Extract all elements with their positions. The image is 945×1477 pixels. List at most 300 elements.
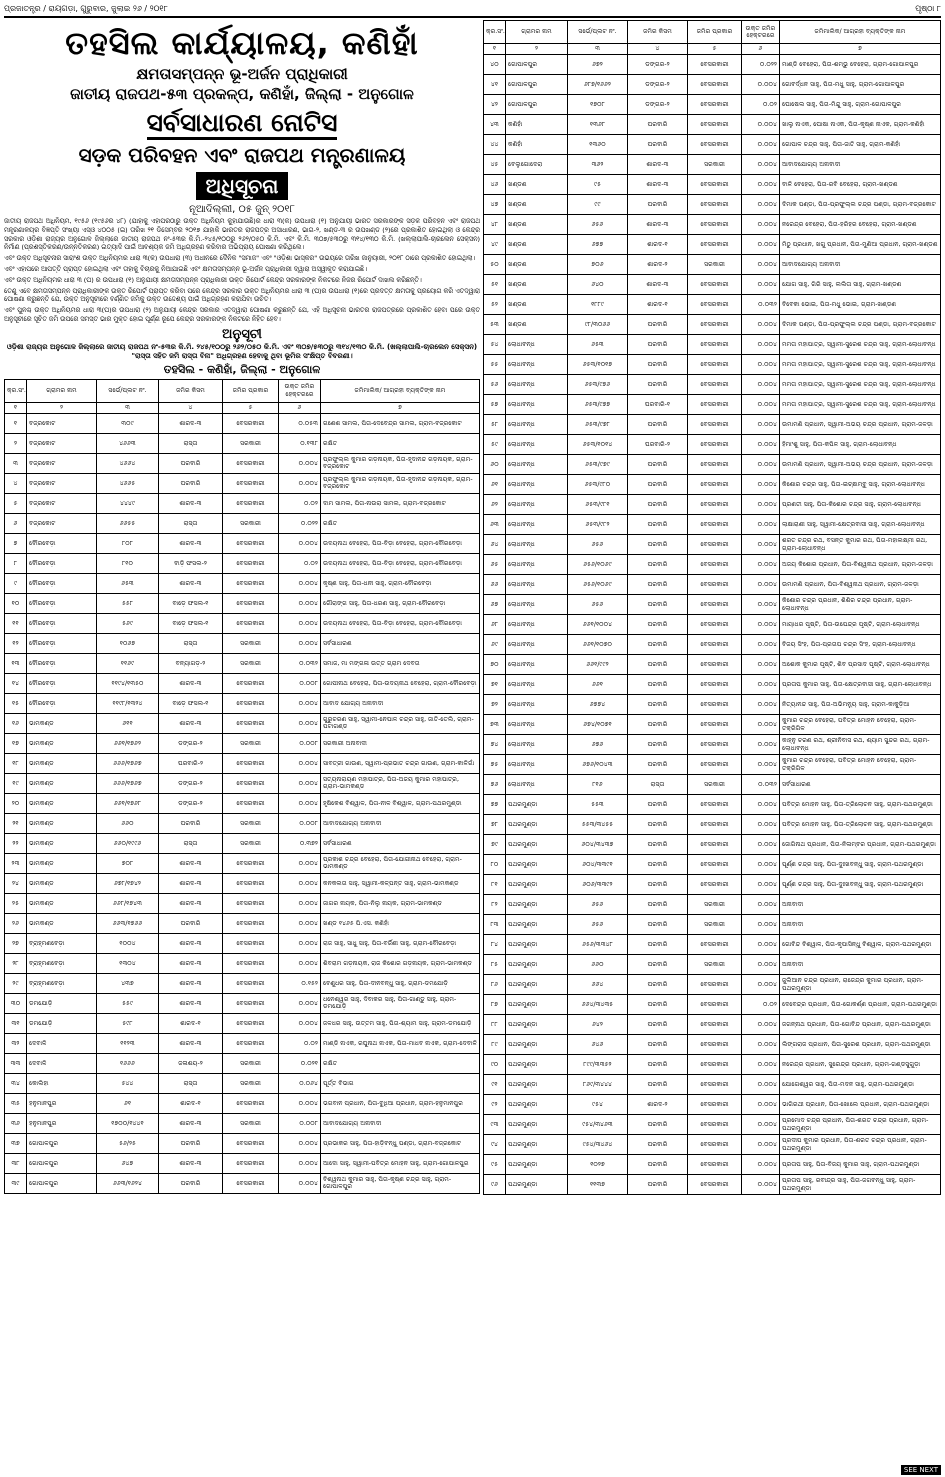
table-row bbox=[484, 455, 941, 475]
table-row bbox=[5, 653, 480, 673]
table-cell: ୪୨ bbox=[484, 95, 506, 115]
table-cell: ବାଡ଼େ ଫସଲ-୧ bbox=[159, 613, 223, 633]
table-cell: ୫୬/୨୫ bbox=[97, 1133, 159, 1153]
table-cell: ବାଳି ବେହେରା, ପିତା-ରବି ବେହେରା, ଗ୍ରାମ-ଖଣ୍ଡଣ bbox=[780, 175, 941, 195]
table-cell: ବେସରକାରୀ bbox=[223, 1033, 279, 1053]
table-cell: ୬୬୪/୩୪୩୫ bbox=[568, 995, 628, 1015]
table-cell: ଶାରଦ-୨ bbox=[628, 1095, 688, 1115]
table-cell: ଶାରଦ-୩ bbox=[159, 993, 223, 1013]
table-cell: ବେସରକାରୀ bbox=[223, 553, 279, 573]
table-cell: ଘରବାରି bbox=[628, 115, 688, 135]
table-cell: ବେସରକାରୀ bbox=[223, 773, 279, 793]
table-row bbox=[484, 595, 941, 615]
table-cell: ସରକାରୀ bbox=[223, 653, 279, 673]
table-cell: ୦.୦୦୪ bbox=[279, 873, 321, 893]
table-cell: ୦.୦୦୪ bbox=[742, 275, 780, 295]
table-cell: ବେସରକାରୀ bbox=[223, 493, 279, 513]
table-cell: ୦.୦୦୪ bbox=[742, 815, 780, 835]
table-cell: ୩୫ bbox=[5, 1093, 27, 1113]
table-cell: ଶାରଦ-୧ bbox=[159, 1013, 223, 1033]
table-cell: ବେସରକାରୀ bbox=[223, 853, 279, 873]
table-cell: ୦.୦୦୪ bbox=[279, 613, 321, 633]
table-cell: ୦.୦୦୪ bbox=[279, 1093, 321, 1113]
table-cell: ୫୧ bbox=[484, 275, 506, 295]
table-row bbox=[484, 775, 941, 795]
table-cell: ୦.୦୦୪ bbox=[742, 455, 780, 475]
table-cell: ୬୫୬ bbox=[568, 215, 628, 235]
table-cell: ବେସରକାରୀ bbox=[688, 995, 742, 1015]
table-cell: ବାଡ଼ି ଫସଲ-୨ bbox=[159, 553, 223, 573]
table-cell: ଡଙ୍ଗର-୨ bbox=[628, 95, 688, 115]
table-cell: ସରକାରୀ bbox=[223, 833, 279, 853]
table-cell: ଗୋପାଳପୁର bbox=[27, 1153, 97, 1173]
table-cell: ଲୋଧାବନ୍ଧ bbox=[506, 495, 568, 515]
table-cell: ଶାରଦ-୧ bbox=[628, 235, 688, 255]
table-cell: ୦.୦୦୪ bbox=[742, 175, 780, 195]
table-cell: ବେସରକାରୀ bbox=[688, 1055, 742, 1075]
table-cell: ଆବାଦଯୋଗ୍ୟ ଅନାବାଦୀ bbox=[780, 255, 941, 275]
table-cell: ବିଶ୍ୱନାଥ କୁମାର ସାହୁ, ପିତା-କୃଷ୍ଣ ଚନ୍ଦ୍ର ସାହୁ, ଗ୍ରାମ-ଗୋପାଳପୁର bbox=[321, 1173, 480, 1193]
table-cell: ହନୁମାନପୁର bbox=[27, 1113, 97, 1133]
table-cell: ଶିବରାମ ଗଡ଼ନାୟକ, ରାଜ କିଶୋର ଗଡ଼ନାୟକ, ଗ୍ରାମ-ଭାମକଣ୍ଡ bbox=[321, 953, 480, 973]
table-cell: ୧୦୬୭ bbox=[97, 633, 159, 653]
table-cell: ୬୫୬ bbox=[568, 595, 628, 615]
table-cell: ୬୬ bbox=[484, 575, 506, 595]
table-cell: ୬ bbox=[5, 513, 27, 533]
table-cell: ୦.୦୦୪ bbox=[742, 135, 780, 155]
table-cell: ଘରବାରି bbox=[628, 195, 688, 215]
table-cell: ବିଜୟ ସିଂହ, ପିତା-ପ୍ରତାପ ଚନ୍ଦ୍ର ସିଂହ, ଗ୍ରାମ-ଲୋଧାବନ୍ଧ bbox=[780, 635, 941, 655]
table-cell: ୭୦୮ bbox=[97, 853, 159, 873]
table-cell: ୬୬୬/୧୭୬୭ bbox=[97, 753, 159, 773]
table-cell: ୭ bbox=[5, 533, 27, 553]
table-row bbox=[5, 553, 480, 573]
table-row bbox=[484, 495, 941, 515]
table-cell: ବେସରକାରୀ bbox=[223, 893, 279, 913]
table-cell: ୬୬୧/୧୦୭୦ bbox=[568, 635, 628, 655]
table-row bbox=[484, 755, 941, 775]
table-cell: ପଥରମୁଣ୍ଡା bbox=[506, 935, 568, 955]
table-cell: ୧୦୦୪ bbox=[97, 933, 159, 953]
table-cell: ୦.୦୦୪ bbox=[279, 1013, 321, 1033]
table-cell: ୬୫୬ bbox=[568, 535, 628, 555]
table-cell: ୬୦୬/୩୩୯୨ bbox=[568, 875, 628, 895]
table-cell: ୯୫୪/୩୪୬୩ bbox=[568, 1115, 628, 1135]
table-cell: ଶାରଦ-୩ bbox=[159, 1153, 223, 1173]
table-cell: ବ୍ରାହ୍ମଣବେଡ଼ା bbox=[27, 973, 97, 993]
table-cell: ଘରବାରି bbox=[628, 1175, 688, 1195]
table-cell: ୬୬୧/୧୭୬୮ bbox=[97, 793, 159, 813]
table-cell: ୦.୦୦୪ bbox=[742, 855, 780, 875]
table-cell: ସର୍ବସାଧାରଣ bbox=[321, 633, 480, 653]
table-cell: ପୂର୍ଣ୍ଣ ଚନ୍ଦ୍ର ସାହୁ, ପିତା-ଦୁଃଖବନ୍ଧୁ ସାହୁ, ଗ୍ରାମ-ପଥରମୁଣ୍ଡା bbox=[780, 875, 941, 895]
table-row bbox=[5, 973, 480, 993]
table-cell: ଘରବାରି bbox=[628, 535, 688, 555]
table-cell: ଶାରଦ-୩ bbox=[159, 933, 223, 953]
table-cell: ଦେବାଳି bbox=[27, 1033, 97, 1053]
table-cell: ୪୬୬୪ bbox=[97, 453, 159, 473]
table-row bbox=[484, 435, 941, 455]
table-cell: ଘରବାରି bbox=[628, 615, 688, 635]
column-header: ସର୍ଭେ/ପ୍ଲଟ ନଂ. bbox=[568, 21, 628, 44]
table-cell: ୬୫୬ bbox=[568, 895, 628, 915]
table-cell: ଘରବାରି bbox=[159, 453, 223, 473]
table-row bbox=[5, 533, 480, 553]
table-cell: ଶାରଦ-୧ bbox=[628, 295, 688, 315]
table-cell: ୦.୦୦୮ bbox=[279, 1113, 321, 1133]
table-cell: ଭାମକଣ୍ଡ bbox=[27, 853, 97, 873]
table-row bbox=[5, 993, 480, 1013]
table-cell: ୪୧ bbox=[484, 75, 506, 95]
table-cell: ଲୋଧାବନ୍ଧ bbox=[506, 715, 568, 735]
table-cell: ବିବେକା ଭୋଇ, ପିତା-ମଧୁ ଭୋଇ, ଗ୍ରାମ-ଖଣ୍ଡଣ bbox=[780, 295, 941, 315]
table-cell: ୬୦ bbox=[484, 455, 506, 475]
table-cell: ଘରବାରି bbox=[628, 455, 688, 475]
table-cell: ୦.୦୦୪ bbox=[279, 573, 321, 593]
table-cell: ୩୦୯ bbox=[97, 413, 159, 433]
table-cell: ବେସରକାରୀ bbox=[688, 835, 742, 855]
table-cell: ବେସରକାରୀ bbox=[223, 753, 279, 773]
table-cell: ସାବତ୍ରୀ ଗାଉଣ, ସ୍ୱାମୀ-ପ୍ରଭାତ ଚନ୍ଦ୍ର ଗାଉଣ, ଗ୍ରାମ-କାଳିଗାଁ bbox=[321, 753, 480, 773]
table-cell: କଣିହାଁ bbox=[506, 135, 568, 155]
schedule-title: ଅନୁସୂଚୀ bbox=[222, 326, 262, 342]
table-cell: ୦.୧୩୮ bbox=[279, 433, 321, 453]
table-cell: ଶାରଦ-୩ bbox=[159, 1033, 223, 1053]
table-cell: ୫୯୮ bbox=[97, 1013, 159, 1033]
table-cell: ଘରବାରି bbox=[628, 515, 688, 535]
table-cell: ୮୦୮ bbox=[97, 533, 159, 553]
table-cell: ୫୫ bbox=[484, 355, 506, 375]
table-cell: ଭାମକଣ୍ଡ bbox=[27, 873, 97, 893]
table-cell: ସରକାରୀ bbox=[223, 433, 279, 453]
column-number: ୪ bbox=[628, 44, 688, 55]
table-cell: ଲୋଧାବନ୍ଧ bbox=[506, 755, 568, 775]
table-row bbox=[484, 135, 941, 155]
table-cell: ଘରବାରି bbox=[628, 1115, 688, 1135]
table-cell: ୯୪ bbox=[484, 1135, 506, 1155]
table-cell: ୦.୦୫୩ bbox=[279, 413, 321, 433]
page-header-bar bbox=[4, 2, 941, 18]
table-cell: ୬୨ bbox=[484, 495, 506, 515]
table-cell: ବେସରକାରୀ bbox=[223, 1133, 279, 1153]
table-cell: ୪୬୬୩ bbox=[97, 433, 159, 453]
table-cell: ବେସରକାରୀ bbox=[688, 235, 742, 255]
table-cell: ଘରବାରି bbox=[628, 895, 688, 915]
table-cell: ୬୭୬/୧୦୪୩ bbox=[568, 755, 628, 775]
table-cell: ସରକାରୀ bbox=[688, 915, 742, 935]
table-cell: ୨୪ bbox=[5, 873, 27, 893]
table-cell: ୯୬ bbox=[484, 1175, 506, 1195]
table-cell: ବେସରକାରୀ bbox=[688, 1075, 742, 1095]
table-cell: ଘରବାରି bbox=[628, 855, 688, 875]
table-cell: ପଥରମୁଣ୍ଡା bbox=[506, 975, 568, 995]
table-cell: ୩୧ bbox=[5, 1013, 27, 1033]
table-row bbox=[5, 853, 480, 873]
table-cell: କିଶୋର ଚନ୍ଦ୍ର ପ୍ରଧାନ, ଶିଶିର ଚନ୍ଦ୍ର ପ୍ରଧାନ, ଗ୍ରାମ-ଲୋଧାବନ୍ଧ bbox=[780, 595, 941, 615]
table-cell: ଘରବାରି bbox=[628, 1035, 688, 1055]
table-row bbox=[5, 1173, 480, 1193]
table-cell: ଗୋପାଳପୁର bbox=[506, 95, 568, 115]
table-row bbox=[484, 535, 941, 555]
table-cell: ୫୫୮ bbox=[97, 593, 159, 613]
table-cell: ୧୮୮୯ bbox=[568, 295, 628, 315]
table-row bbox=[484, 375, 941, 395]
table-row bbox=[484, 95, 941, 115]
table-cell: ଘରବାରି bbox=[628, 415, 688, 435]
table-cell: ୬୬୦/୧୯୯୬ bbox=[97, 833, 159, 853]
table-cell: ୯୦ bbox=[484, 1055, 506, 1075]
table-cell: ୯୩ bbox=[484, 1115, 506, 1135]
table-cell: ୬୫୩/୯୮୦ bbox=[568, 475, 628, 495]
table-cell: ବେସରକାରୀ bbox=[688, 135, 742, 155]
table-cell: ବଜ୍ରକୋଟ bbox=[27, 413, 97, 433]
table-cell: ବେସରକାରୀ bbox=[688, 935, 742, 955]
table-cell: ବେସରକାରୀ bbox=[223, 873, 279, 893]
table-cell: ବଜ୍ରକୋଟ bbox=[27, 433, 97, 453]
table-cell: ବୌରବେଡ଼ା bbox=[27, 613, 97, 633]
table-cell: ୯୮/୩୦୬୬ bbox=[568, 315, 628, 335]
table-cell: ମିଠୁ ପ୍ରଧାନ, ଖଗୁ ପ୍ରଧାନ, ପିତା-ମୁଣିଆ ପ୍ରଧାନ, ଗ୍ରାମ-ଖଣ୍ଡଣ bbox=[780, 235, 941, 255]
table-cell: ଖଣ୍ଡଣ bbox=[506, 255, 568, 275]
table-cell: ଲୋଧାବନ୍ଧ bbox=[506, 415, 568, 435]
table-cell: ପଥରମୁଣ୍ଡା bbox=[506, 1155, 568, 1175]
table-row bbox=[5, 1073, 480, 1093]
table-row bbox=[484, 1175, 941, 1195]
table-cell: ୮୫ bbox=[484, 955, 506, 975]
table-cell: ଆବାଦଯୋଗ୍ୟ ଅନାବାଦୀ bbox=[321, 813, 480, 833]
table-cell: ଖଣ୍ଡଣ bbox=[506, 295, 568, 315]
table-cell: ୩ bbox=[5, 453, 27, 473]
table-cell: ବେସରକାରୀ bbox=[223, 573, 279, 593]
table-cell: ୪୫ bbox=[484, 155, 506, 175]
table-cell: ଲୋଧାବନ୍ଧ bbox=[506, 375, 568, 395]
see-next-tag: SEE NEXT bbox=[901, 1465, 941, 1475]
table-row bbox=[5, 913, 480, 933]
table-cell: ବେସରକାରୀ bbox=[688, 815, 742, 835]
table-cell: ୨୩ bbox=[5, 853, 27, 873]
table-cell: ବେସରକାରୀ bbox=[223, 953, 279, 973]
table-cell: ୪୯ bbox=[484, 235, 506, 255]
table-cell: ୧୩ bbox=[5, 653, 27, 673]
table-cell: ୦.୦୨୨ bbox=[742, 55, 780, 75]
table-row bbox=[484, 575, 941, 595]
table-cell: ରାସ୍ତା bbox=[159, 1073, 223, 1093]
table-cell: ୨୯ bbox=[5, 973, 27, 993]
table-cell: ପଥରମୁଣ୍ଡା bbox=[506, 815, 568, 835]
table-cell: ବେସରକାରୀ bbox=[688, 415, 742, 435]
table-row bbox=[484, 355, 941, 375]
table-cell: ୪୬୬୫ bbox=[97, 473, 159, 493]
table-cell: ବେସରକାରୀ bbox=[688, 115, 742, 135]
table-cell: ଜଳଧର ସାହୁ, ଉତ୍ତମ ସାହୁ, ପିତା-ଶ୍ୟାମ ସାହୁ, ଗ୍ରାମ-ଡମଯୋଡ଼ି bbox=[321, 1013, 480, 1033]
table-cell: ଭାଗିରଥୀ ପ୍ରଧାନ, ପିତା-ଖୋଲେ ପ୍ରଧାନ, ଗ୍ରାମ-ପଥରମୁଣ୍ଡା bbox=[780, 1095, 941, 1115]
table-cell: ବେସରକାରୀ bbox=[223, 613, 279, 633]
table-cell: ଘରବାରି bbox=[628, 915, 688, 935]
table-row bbox=[484, 815, 941, 835]
table-cell: ୭୯ bbox=[484, 835, 506, 855]
table-cell: ବେସରକାରୀ bbox=[223, 593, 279, 613]
table-cell: ୦.୦୦୪ bbox=[742, 735, 780, 755]
table-cell: ବୌରବେଡ଼ା bbox=[27, 673, 97, 693]
table-cell: ୦.୦୦୪ bbox=[279, 853, 321, 873]
table-cell: ପଥରମୁଣ୍ଡା bbox=[506, 1035, 568, 1055]
table-cell: ଜୋଗିନାଥ ପ୍ରଧାନ, ପିତା-ନିଳାମ୍ବର ପ୍ରଧାନ, ଗ୍ରାମ-ପଥରମୁଣ୍ଡା bbox=[780, 835, 941, 855]
table-cell: ପଥରମୁଣ୍ଡା bbox=[506, 1015, 568, 1035]
page-number: ପୃଷ୍ଠା ୮ bbox=[915, 4, 941, 13]
table-cell: ବେସରକାରୀ bbox=[688, 275, 742, 295]
table-cell: ୦.୦୦୪ bbox=[742, 695, 780, 715]
table-cell: ଲିଙ୍ଗରାଜ ପ୍ରଧାନ, ପିତା-ସୁରେଶ ପ୍ରଧାନ, ଗ୍ରାମ-ପଥରମୁଣ୍ଡା bbox=[780, 1035, 941, 1055]
table-cell: ପଥରମୁଣ୍ଡା bbox=[506, 895, 568, 915]
table-row bbox=[484, 475, 941, 495]
table-row bbox=[484, 515, 941, 535]
table-cell: ଗୌରାଙ୍ଗ ସାହୁ, ପିତା-ଧରଣ ସାହୁ, ଗ୍ରାମ-ବୌରବେଡ଼ା bbox=[321, 593, 480, 613]
table-cell: ୫୬୯ bbox=[97, 613, 159, 633]
table-row bbox=[484, 915, 941, 935]
table-row bbox=[484, 1115, 941, 1135]
table-cell: ବେଣୁଧର ସାହୁ, ପିତା-ଦୀନବନ୍ଧୁ ସାହୁ, ଗ୍ରାମ-ଡମଯୋଡ଼ି bbox=[321, 973, 480, 993]
table-cell: ୬୪୬ bbox=[568, 1035, 628, 1055]
table-cell: ୦.୦୦୪ bbox=[742, 575, 780, 595]
table-cell: ୭୬ bbox=[484, 775, 506, 795]
table-cell: ଘରବାରି bbox=[628, 955, 688, 975]
table-cell: ୩୪ bbox=[5, 1073, 27, 1093]
table-cell: ଲୋଧାବନ୍ଧ bbox=[506, 355, 568, 375]
table-cell: ଉମାମଣି ପ୍ରଧାନ, ସ୍ୱାମୀ-ଅଭୟ ଚନ୍ଦ୍ର ପ୍ରଧାନ, ଗ୍ରାମ-ଜଳଡ଼ା bbox=[780, 455, 941, 475]
table-cell: ୦.୦୨୧ bbox=[279, 1053, 321, 1073]
table-cell: ୧ bbox=[5, 413, 27, 433]
table-cell: ଘରବାରି bbox=[628, 595, 688, 615]
table-cell: ବେସରକାରୀ bbox=[688, 375, 742, 395]
table-cell: ମମତା ମହାପାତ୍ର, ସ୍ୱାମୀ-ସୁରେଶ ଚନ୍ଦ୍ର ସାହୁ, ଗ୍ରାମ-ଲୋଧାବନ୍ଧ bbox=[780, 355, 941, 375]
table-cell: ୬୬୧/୯୯୨ bbox=[568, 655, 628, 675]
table-cell: ଲୋଧାବନ୍ଧ bbox=[506, 395, 568, 415]
table-cell: ୬୭୭୪ bbox=[568, 695, 628, 715]
table-cell: ୧୧୩୭ bbox=[568, 1175, 628, 1195]
notification-badge: ଅଧିସୂଚନା bbox=[196, 172, 289, 200]
notice-paragraph: ଏବଂ ଏହାପରେ ଆପତ୍ତି ପ୍ରାପ୍ତ ହୋଇଥିଲା ଏବଂ ତାହାକୁ ବିଚାରକୁ ନିଆଯାଇଛି ଏବଂ କ୍ଷମତାସମ୍ପନ୍ନ ଭୂ-ଅର୍ଜନ ପ୍ରାଧିକାରୀ ଦ୍ୱାରା ଅସ୍ୱୀକୃତ କରାଯାଇଛି। bbox=[4, 264, 367, 273]
project-line: ଜାତୀୟ ରାଜପଥ-୫୩ ପ୍ରକଳ୍ପ, କଣିହାଁ, ଜିଲ୍ଲା - ଅନୁଗୋଳ bbox=[70, 85, 414, 103]
table-cell: ବେସରକାରୀ bbox=[688, 75, 742, 95]
table-cell: ୬୧୧ bbox=[97, 713, 159, 733]
table-cell: ଲାକ୍ଷାରାଣୀ ସାହୁ, ସ୍ୱାମୀ-କ୍ଷେତ୍ରବାସୀ ସାହୁ, ଗ୍ରାମ-ଲୋଧାବନ୍ଧ bbox=[780, 515, 941, 535]
table-cell: ବେସରକାରୀ bbox=[688, 695, 742, 715]
table-cell: ୦.୦୦୪ bbox=[742, 1035, 780, 1055]
table-row bbox=[484, 335, 941, 355]
table-cell: ଖଣ୍ଡଣ bbox=[506, 275, 568, 295]
table-cell: ଘରବାରି bbox=[628, 735, 688, 755]
table-cell: ବେସରକାରୀ bbox=[223, 473, 279, 493]
table-cell: ସତ୍ୟନାରାୟଣ ମହାପାତ୍ର, ପିତା-ଅଜୟ କୁମାର ମହାପାତ୍ର, ଗ୍ରାମ-ଭାମକଣ୍ଡ bbox=[321, 773, 480, 793]
table-cell: ଡଙ୍ଗର-୨ bbox=[628, 75, 688, 95]
table-cell: ୬୬୩/୧୭୬୬ bbox=[97, 913, 159, 933]
table-cell: ୩୬ bbox=[5, 1113, 27, 1133]
table-cell: ବେସରକାରୀ bbox=[688, 315, 742, 335]
table-cell: ହନୁମାନପୁର bbox=[27, 1093, 97, 1113]
table-cell: ୫୪ bbox=[484, 335, 506, 355]
table-cell: ଘରବାରି bbox=[628, 975, 688, 995]
table-cell: ଅଶୋକ କୁମାର ପୃଷ୍ଟି, ଶିବ ପ୍ରସାଦ ପୃଷ୍ଟି, ଗ୍ରାମ-ଲୋଧାବନ୍ଧ bbox=[780, 655, 941, 675]
table-cell: ୪ bbox=[5, 473, 27, 493]
table-cell: ୦.୦୦୪ bbox=[742, 395, 780, 415]
table-cell: ୦.୦୦୪ bbox=[742, 375, 780, 395]
table-cell: ବେସରକାରୀ bbox=[688, 215, 742, 235]
table-cell: କୁମାର ଚନ୍ଦ୍ର ବେହେରା, ପବିତ୍ର ମୋହନ ବେହେରା, ଗ୍ରାମ-ତକ୍ରିଗିଳ bbox=[780, 715, 941, 735]
table-cell: ପ୍ରଫୁଲ୍ଲ କୁମାର ଗଡ଼ନାୟକ, ପିତା-ହୃଦାନନ୍ଦ ଗଡ଼ନାୟକ, ଗ୍ରାମ-ବଜ୍ରକୋଟ bbox=[321, 473, 480, 493]
table-cell: ଉମାମଣି ପ୍ରଧାନ, ପିତା-ବିଶ୍ୱନାଥ ପ୍ରଧାନ, ଗ୍ରାମ-ଜଳଡ଼ା bbox=[780, 575, 941, 595]
table-cell: ୦.୦୦୪ bbox=[742, 115, 780, 135]
table-cell: ଶାରଦ-୩ bbox=[159, 953, 223, 973]
table-row bbox=[5, 693, 480, 713]
table-cell: ପ୍ରମୋଦ ଚନ୍ଦ୍ର ପ୍ରଧାନ, ପିତା-ଶରତ ଚନ୍ଦ୍ର ପ୍ରଧାନ, ଗ୍ରାମ-ପଥରମୁଣ୍ଡା bbox=[780, 1115, 941, 1135]
table-cell: ବେସରକାରୀ bbox=[223, 933, 279, 953]
table-cell: ରାସ୍ତା bbox=[159, 433, 223, 453]
table-cell: ୦.୦୨ bbox=[742, 95, 780, 115]
table-cell: ୩୬୨ bbox=[568, 155, 628, 175]
table-cell: ବେସରକାରୀ bbox=[223, 533, 279, 553]
table-row bbox=[484, 1055, 941, 1075]
table-cell: ୦.୦୦୪ bbox=[279, 713, 321, 733]
table-cell: ପ୍ରଭାକର ସାହୁ, ପିତା-ହାଡ଼ିବନ୍ଧୁ ପଣ୍ଡା, ଗ୍ରାମ-ବଜ୍ରକୋଟ bbox=[321, 1133, 480, 1153]
notice-paragraph: ଜାତୀୟ ରାଜପଥ ଅଧିନିୟମ, ୧୯୫୬ (୧୯୫୬ର ୪୮) (ଯାହାକୁ ଏହାପରଠାରୁ ଉକ୍ତ ଅଧିନିୟମ କୁହାଯାଉଛି)ର ଧାରା ୩(କ) ଉପଧାରା (୧) ଅନୁଯାୟୀ ଭାରତ ସରକାରଙ୍କ ସଡ଼କ ପରିବହନ ଏବଂ ରାଜପଥ ମନ୍ତ୍ରଣାଳୟର ବିଜ୍ଞପ୍ତି ସଂଖ୍ୟା ଏସ୍‌ଓ ୪୦୦୫ (ଇ) ତାରିଖ ୨୧ ଡିସେମ୍ବର ୨୦୧୭ ଯାହାକି ଭାରତର ରାଜପତ୍ର ଅସାଧାରଣ, ଭାଗ-୨, ଖଣ୍ଡ-୩ ର ଉପଖଣ୍ଡ (୨)ରେ ପ୍ରକାଶିତ ହୋଇଥିଲା ଓ କେନ୍ଦ୍ର ସରକାର ଓଡ଼ିଶା ରାଜ୍ୟର ଅନୁଗୋଳ ଜିଲ୍ଲାରେ ଜାତୀୟ ରାଜପଥ ନଂ-୫୩ର କି.ମି.-୨୪୫/୧୦୦ରୁ ୨୬୨/୦୫୦ କି.ମି. ଏବଂ କି.ମି. ୩୦୭/୫୩୦ରୁ ୩୧୪/୧୩୦ କି.ମି. (ଖଲ୍ଲାପାଲି-ଚାରଲେନ ସେକ୍ସନ) ନିର୍ମାଣ (ପ୍ରଶସ୍ତିକରଣ/ଉନ୍ନତିକରଣ) ଇତ୍ୟାଦି ପାଇଁ ଆବଶ୍ୟକ ଜମି ଅଧିଗ୍ରହଣ କରିବାର ଅଭିପ୍ରାୟ ଘୋଷଣା କରିଥିଲେ। bbox=[4, 217, 480, 252]
table-cell: ୦.୦୦୪ bbox=[742, 675, 780, 695]
table-cell: ଘରବାରି bbox=[628, 995, 688, 1015]
table-cell: ବେସରକାରୀ bbox=[688, 595, 742, 615]
table-cell: ୦.୦୦୪ bbox=[742, 835, 780, 855]
table-cell: ରାସ୍ତା bbox=[159, 513, 223, 533]
table-cell: ଶାରଦ-୩ bbox=[159, 853, 223, 873]
table-cell: ସରକାରୀ bbox=[223, 1113, 279, 1133]
table-cell: ଦିମାକ ପଣ୍ଡା, ପିତା-ପ୍ରଫୁଲ୍ଲ ଚନ୍ଦ୍ର ପଣ୍ଡା, ଗ୍ରାମ-ବଜ୍ରକୋଟ bbox=[780, 315, 941, 335]
table-cell: ୨୬ bbox=[5, 913, 27, 933]
column-header: କ୍ର.ସଂ. bbox=[484, 21, 506, 44]
table-cell: ରାସ୍ତା bbox=[159, 833, 223, 853]
table-cell: ଶାରଦ-୩ bbox=[159, 673, 223, 693]
table-cell: ୨୮ bbox=[5, 953, 27, 973]
table-cell: ୦.୦୦୪ bbox=[742, 335, 780, 355]
table-cell: ଅନାବାଦୀ bbox=[780, 895, 941, 915]
table-cell: ୯ bbox=[5, 573, 27, 593]
column-number: ୭ bbox=[780, 44, 941, 55]
table-cell: ୦.୦୦୪ bbox=[742, 915, 780, 935]
header-dateline: ପ୍ରଜାତନ୍ତ୍ର / ରାୟଗଡ଼ା, ଗୁରୁବାର, ଜୁଲାଇ ୨୬ / ୨୦୧୮ bbox=[4, 4, 168, 13]
table-cell: ଯୋଗେଶ୍ୱର ସାହୁ, ପିତା-ମଦନ ସାହୁ, ଗ୍ରାମ-ପଥରମୁଣ୍ଡା bbox=[780, 1075, 941, 1095]
table-cell: ୮୦ bbox=[484, 855, 506, 875]
table-cell: ୦.୦୦୪ bbox=[279, 1153, 321, 1173]
table-cell: ୦.୦୦୮ bbox=[279, 733, 321, 753]
table-cell: ବାଡ଼େ ଫସଲ-୧ bbox=[159, 593, 223, 613]
column-header: ଜମିମାଲିକ/ ଆଗ୍ରହୀ ବ୍ୟକ୍ତିଙ୍କ ନାମ bbox=[780, 21, 941, 44]
table-cell: ଶାରଦ-୩ bbox=[628, 275, 688, 295]
table-row bbox=[484, 155, 941, 175]
table-cell: ବେସରକାରୀ bbox=[688, 55, 742, 75]
table-cell: ୮୬୯/୩୪୪୪ bbox=[568, 1075, 628, 1095]
table-cell: ୦.୦୨ bbox=[279, 553, 321, 573]
table-cell: ୧୩୬୮ bbox=[568, 115, 628, 135]
table-row bbox=[5, 513, 480, 533]
table-cell: ୪୪୪୯ bbox=[97, 493, 159, 513]
table-row bbox=[484, 255, 941, 275]
left-column bbox=[4, 20, 480, 1472]
table-cell: ୬୭୮/୧୭୪୨ bbox=[97, 873, 159, 893]
table-cell: ୫୫୯ bbox=[97, 993, 159, 1013]
notice-body bbox=[4, 217, 480, 324]
table-cell: ବେସରକାରୀ bbox=[688, 735, 742, 755]
table-cell: ଖଣ୍ଡଣ bbox=[506, 315, 568, 335]
table-cell: ୬୮୭/୧୬୬୨ bbox=[568, 75, 628, 95]
table-cell: ବେସରକାରୀ bbox=[688, 615, 742, 635]
table-cell: ବେସରକାରୀ bbox=[688, 875, 742, 895]
